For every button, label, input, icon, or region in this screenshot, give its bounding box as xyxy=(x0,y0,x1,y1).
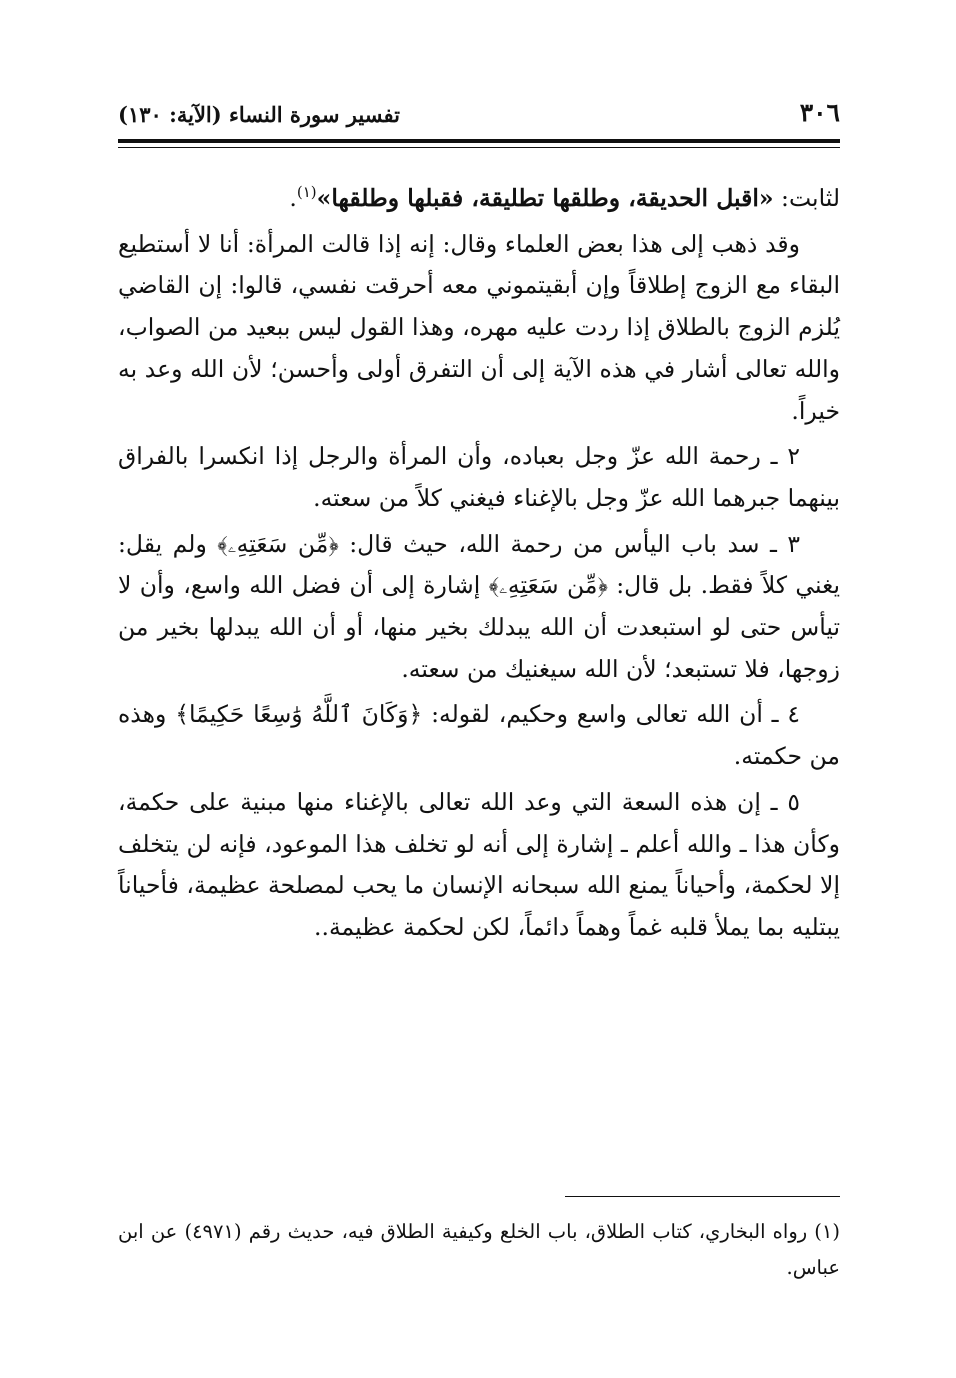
paragraph-1-lead: لثابت: xyxy=(773,184,840,212)
page-header xyxy=(118,98,840,134)
header-rule-thin xyxy=(118,147,840,148)
footnote-separator xyxy=(565,1196,840,1197)
footnote xyxy=(118,1214,840,1286)
hadith-quote: «اقبل الحديقة، وطلقها تطليقة، فقبلها وطلقها» xyxy=(316,184,774,212)
running-title: تفسير سورة النساء (الآية: ١٣٠) xyxy=(118,102,400,127)
paragraph-1-end: . xyxy=(289,184,297,212)
header-rule-thick xyxy=(118,139,840,143)
paragraph-5: ٤ ـ أن الله تعالى واسع وحكيم، لقوله: ﴿وَكَانَ ٱللَّهُ وَٰسِعًا حَكِيمًا﴾ وهذه من حكمته. xyxy=(118,700,840,771)
main-text xyxy=(118,178,840,953)
paragraph-2: وقد ذهب إلى هذا بعض العلماء وقال: إنه إذا قالت المرأة: أنا لا أستطيع البقاء مع الزوج إطلاقاً وإن أبقيتموني معه أحرقت نفسي، قالوا: إن القاضي يُلزم الزوج بالطلاق إذا ردت عليه مهره، وهذا القول ليس ببعيد من الصواب، والله تعالى أشار في هذه الآية إلى أن التفرق أولى وأحسن؛ لأن الله وعد به خيراً. xyxy=(118,229,840,425)
paragraph-6: ٥ ـ إن هذه السعة التي وعد الله تعالى بالإغناء منها مبنية على حكمة، وكأن هذا ـ والله أعلم ـ إشارة إلى أنه لو تخلف هذا الموعود، فإنه لن يتخلف إلا لحكمة، وأحياناً يمنع الله سبحانه الإنسان ما يحب لمصلحة عظيمة، فأحياناً يبتليه بما يملأ قلبه غماً وهماً دائماً، لكن لحكمة عظيمة.. xyxy=(118,787,840,941)
paragraph-3: ٢ ـ رحمة الله عزّ وجل بعباده، وأن المرأة والرجل إذا انكسرا بالفراق بينهما جبرهما الله عزّ وجل بالإغناء فيغني كلاً من سعته. xyxy=(118,442,840,512)
footnote-reference[interactable]: (١) xyxy=(296,183,317,202)
paragraph-1 xyxy=(118,178,840,220)
footnote-text: (١) رواه البخاري، كتاب الطلاق، باب الخلع وكيفية الطلاق فيه، حديث رقم (٤٩٧١) عن ابن عباس. xyxy=(118,1220,840,1279)
page-number: ٣٠٦ xyxy=(799,98,840,127)
paragraph-4: ٣ ـ سد باب اليأس من رحمة الله، حيث قال: ﴿مِّن سَعَتِهِۦ﴾ ولم يقل: يغني كلاً فقط. بل قال: ﴿مِّن سَعَتِهِۦ﴾ إشارة إلى أن فضل الله واسع، وأن لا تيأس حتى لو استبعدت أن الله يبدلك بخير منها، أو أن الله يبدلها بخير من زوجها، فلا تستبعد؛ لأن الله سيغنيك من سعته. xyxy=(118,529,840,683)
